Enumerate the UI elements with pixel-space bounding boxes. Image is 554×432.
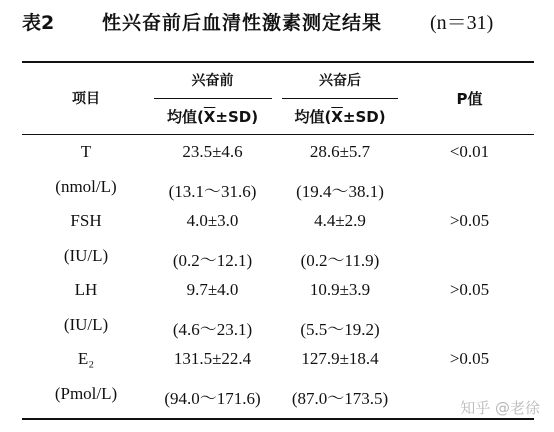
after-group-rule: [282, 98, 398, 99]
table-number: 表2: [22, 12, 55, 34]
header-mean-after: 均值$(\overline{X}\pm SD)$: [294, 108, 386, 126]
cell-before: 4.0±3.0: [186, 211, 239, 230]
cell-item: LH: [74, 280, 98, 299]
watermark: 知乎 @老徐: [460, 399, 540, 417]
cell-item: T: [80, 142, 92, 161]
header-before: 兴奋前: [191, 73, 234, 89]
cell-after: 28.6±5.7: [309, 142, 371, 161]
bottom-rule: [22, 418, 534, 420]
header-mean-before: 均值$(\overline{X}\pm SD)$: [166, 108, 259, 126]
cell-p: >0.05: [449, 211, 490, 230]
cell-item: (nmol/L): [55, 177, 117, 196]
table-title: [22, 8, 534, 38]
header-p: P值: [456, 90, 483, 108]
cell-p: <0.01: [449, 142, 490, 161]
sample-size: (n＝31): [430, 12, 494, 34]
cell-after: 10.9±3.9: [309, 280, 371, 299]
cell-before: (0.2～12.1): [172, 251, 253, 270]
header-rule: [22, 134, 534, 135]
header-item: 项目: [72, 91, 100, 107]
cell-after: (0.2～11.9): [300, 251, 380, 270]
cell-item: (IU/L): [63, 315, 109, 334]
cell-item: FSH: [70, 211, 102, 230]
cell-before: 23.5±4.6: [182, 142, 243, 161]
table-title-text: 性兴奋前后血清性激素测定结果: [102, 12, 383, 34]
cell-item: (Pmol/L): [54, 384, 118, 403]
cell-p: >0.05: [449, 349, 490, 368]
cell-before: 131.5±22.4: [173, 349, 252, 368]
cell-after: (87.0～173.5): [291, 389, 389, 408]
cell-item: (IU/L): [63, 246, 109, 265]
cell-before: (13.1～31.6): [168, 182, 257, 201]
cell-before: (94.0～171.6): [164, 389, 261, 408]
top-rule: [22, 61, 534, 63]
cell-after: 4.4±2.9: [314, 211, 366, 230]
header-after: 兴奋后: [319, 73, 361, 89]
cell-after: (19.4～38.1): [296, 182, 384, 201]
cell-p: >0.05: [449, 280, 490, 299]
cell-after: (5.5～19.2): [300, 320, 380, 339]
before-group-rule: [154, 98, 272, 99]
cell-before: (4.6～23.1): [172, 320, 253, 339]
cell-after: 127.9±18.4: [301, 349, 379, 368]
cell-item: E₂: [77, 349, 95, 368]
cell-before: 9.7±4.0: [186, 280, 239, 299]
